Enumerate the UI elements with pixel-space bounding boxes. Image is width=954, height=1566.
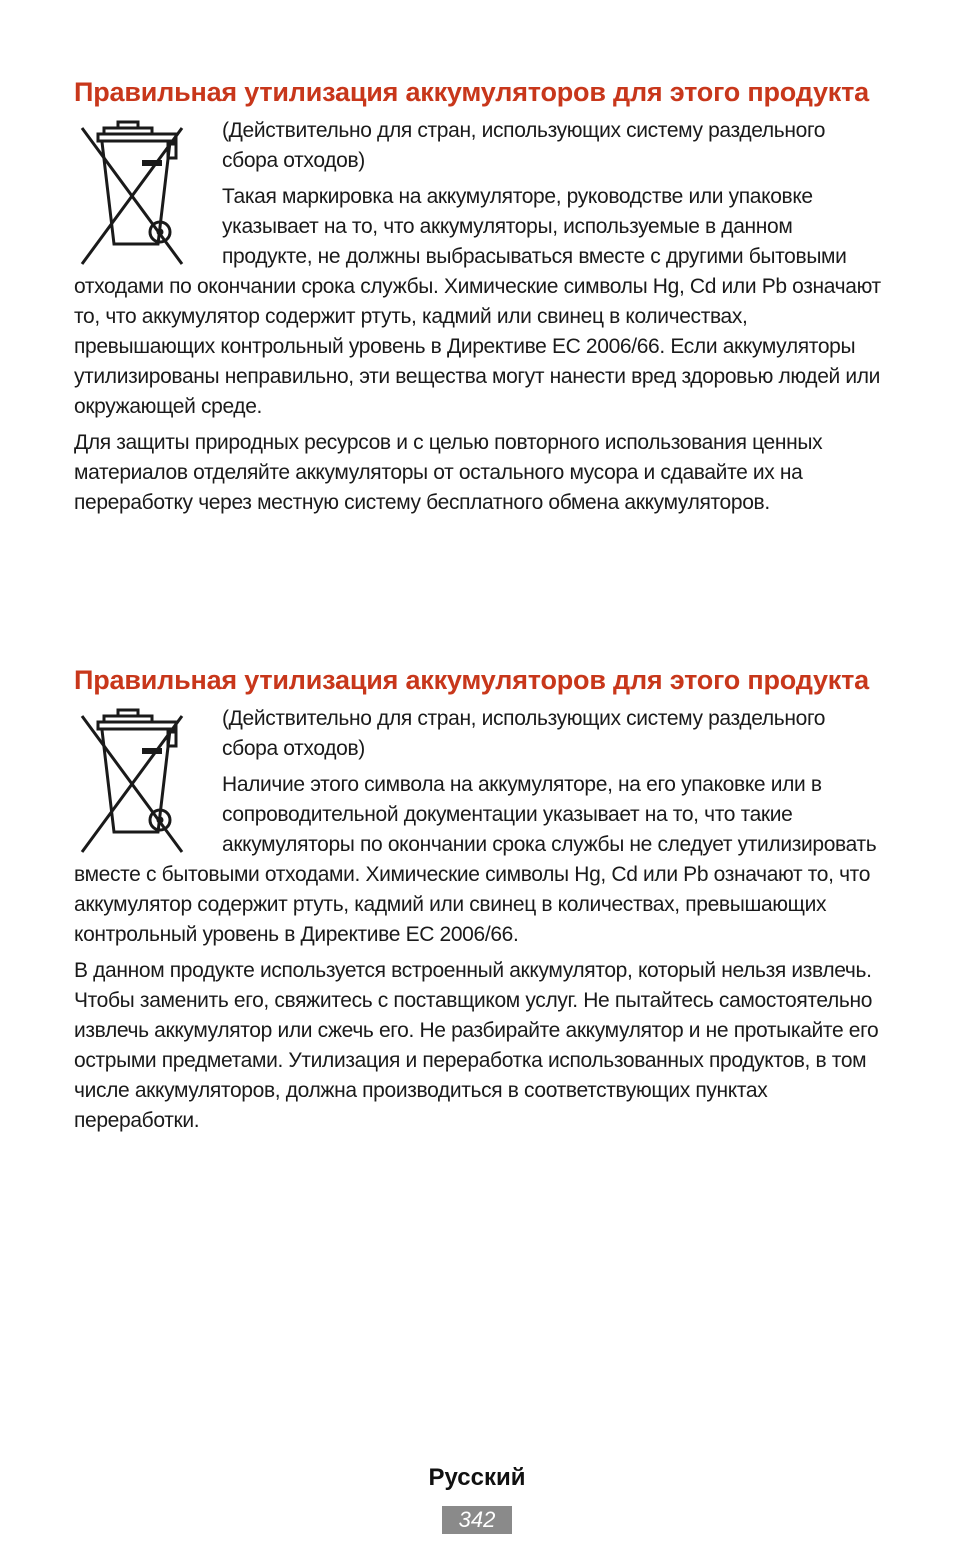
footer-language: Русский <box>428 1464 526 1491</box>
paragraph: В данном продукте используется встроенный аккумулятор, который нельзя извлечь. Чтобы заменить его, свяжитесь с поставщиком услуг. Не пытайтесь самостоятельно извлечь аккумулятор или сжечь его. Не разбирайте аккумулятор и не протыкайте его острыми предметами. Утилизация и переработка использованных продуктов, в том числе аккумуляторов, должна производиться в соответствующих пунктах переработки. <box>74 959 879 1132</box>
battery-disposal-section-2 <box>74 662 886 1142</box>
validity-note: (Действительно для стран, использующих систему раздельного сбора отходов) <box>222 707 826 760</box>
section-body <box>74 704 886 1142</box>
crossed-out-wheelie-bin-icon <box>74 118 184 270</box>
paragraph: Для защиты природных ресурсов и с целью повторного использования ценных материалов отделяйте аккумуляторы от остального мусора и сдавайте их на переработку через местную систему бесплатного обмена аккумуляторов. <box>74 431 823 514</box>
paragraph: Такая маркировка на аккумуляторе, руководстве или упаковке указывает на то, что аккумуляторы, используемые в данном продукте, не должны выбрасываться вместе с другими бытовыми отходами по окончании срока службы. Химические символы Hg, Cd или Pb означают то, что аккумулятор содержит ртуть, кадмий или свинец в количествах, превышающих контрольный уровень в Директиве ЕС 2006/66. Если аккумуляторы утилизированы неправильно, эти вещества могут нанести вред здоровью людей или окружающей среде. <box>74 185 881 418</box>
battery-disposal-section-1 <box>74 74 886 524</box>
paragraph: Наличие этого символа на аккумуляторе, на его упаковке или в сопроводительной документации указывает на то, что такие аккумуляторы по окончании срока службы не следует утилизировать вместе с бытовыми отходами. Химические символы Hg, Cd или Pb означают то, что аккумулятор содержит ртуть, кадмий или свинец в количествах, превышающих контрольный уровень в Директиве ЕС 2006/66. <box>74 773 877 946</box>
section-heading: Правильная утилизация аккумуляторов для этого продукта <box>74 77 869 107</box>
section-body <box>74 116 886 524</box>
crossed-out-wheelie-bin-icon <box>74 706 184 858</box>
section-heading: Правильная утилизация аккумуляторов для этого продукта <box>74 665 869 695</box>
page-number: 342 <box>442 1506 512 1534</box>
validity-note: (Действительно для стран, использующих систему раздельного сбора отходов) <box>222 119 826 172</box>
